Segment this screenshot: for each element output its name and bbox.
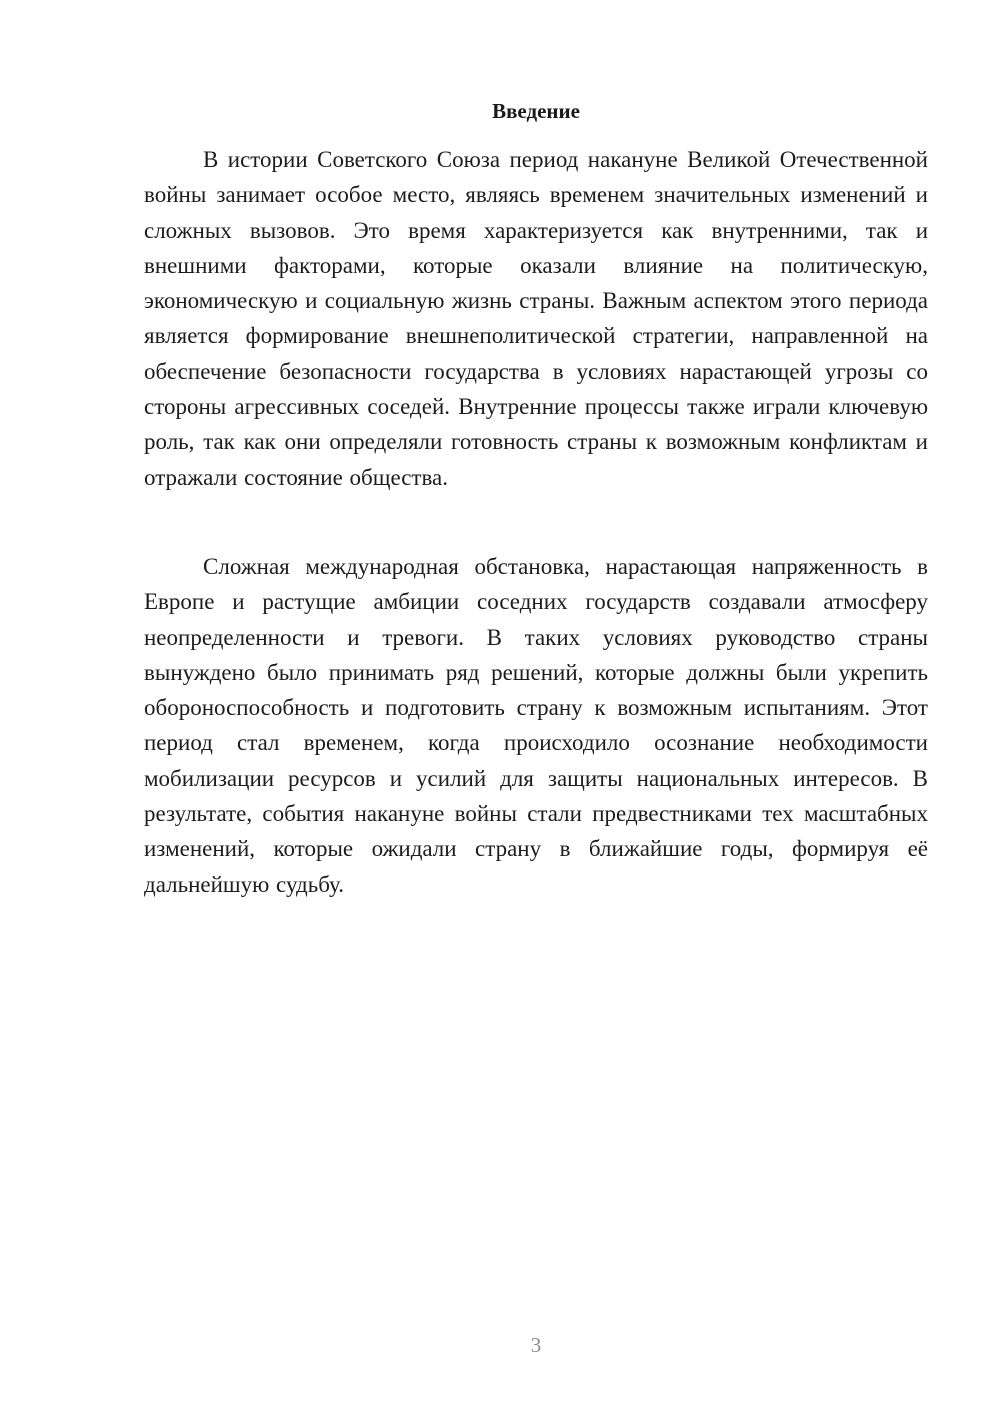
paragraph-1: В истории Советского Союза период накануне Великой Отечественной войны занимает особое место, являясь временем значительных изменений и сложных вызовов. Это время характеризуется как внутренними, так и внешними факторами, которые оказали влияние на политическую, экономическую и социальную жизнь страны. Важным аспектом этого периода является формирование внешнеполитической стратегии, направленной на обеспечение безопасности государства в условиях нарастающей угрозы со стороны агрессивных соседей. Внутренние процессы также играли ключевую роль, так как они определяли готовность страны к возможным конфликтам и отражали состояние общества.: [144, 147, 928, 490]
paragraph-2: Сложная международная обстановка, нарастающая напряженность в Европе и растущие амбиции соседних государств создавали атмосферу неопределенности и тревоги. В таких условиях руководство страны вынуждено было принимать ряд решений, которые должны были укрепить обороноспособность и подготовить страну к возможным испытаниям. Этот период стал временем, когда происходило осознание необходимости мобилизации ресурсов и усилий для защиты национальных интересов. В результате, события накануне войны стали предвестниками тех масштабных изменений, которые ожидали страну в ближайшие годы, формируя её дальнейшую судьбу.: [144, 554, 928, 897]
page-number: 3: [530, 1333, 542, 1357]
section-title: Введение: [492, 99, 580, 123]
